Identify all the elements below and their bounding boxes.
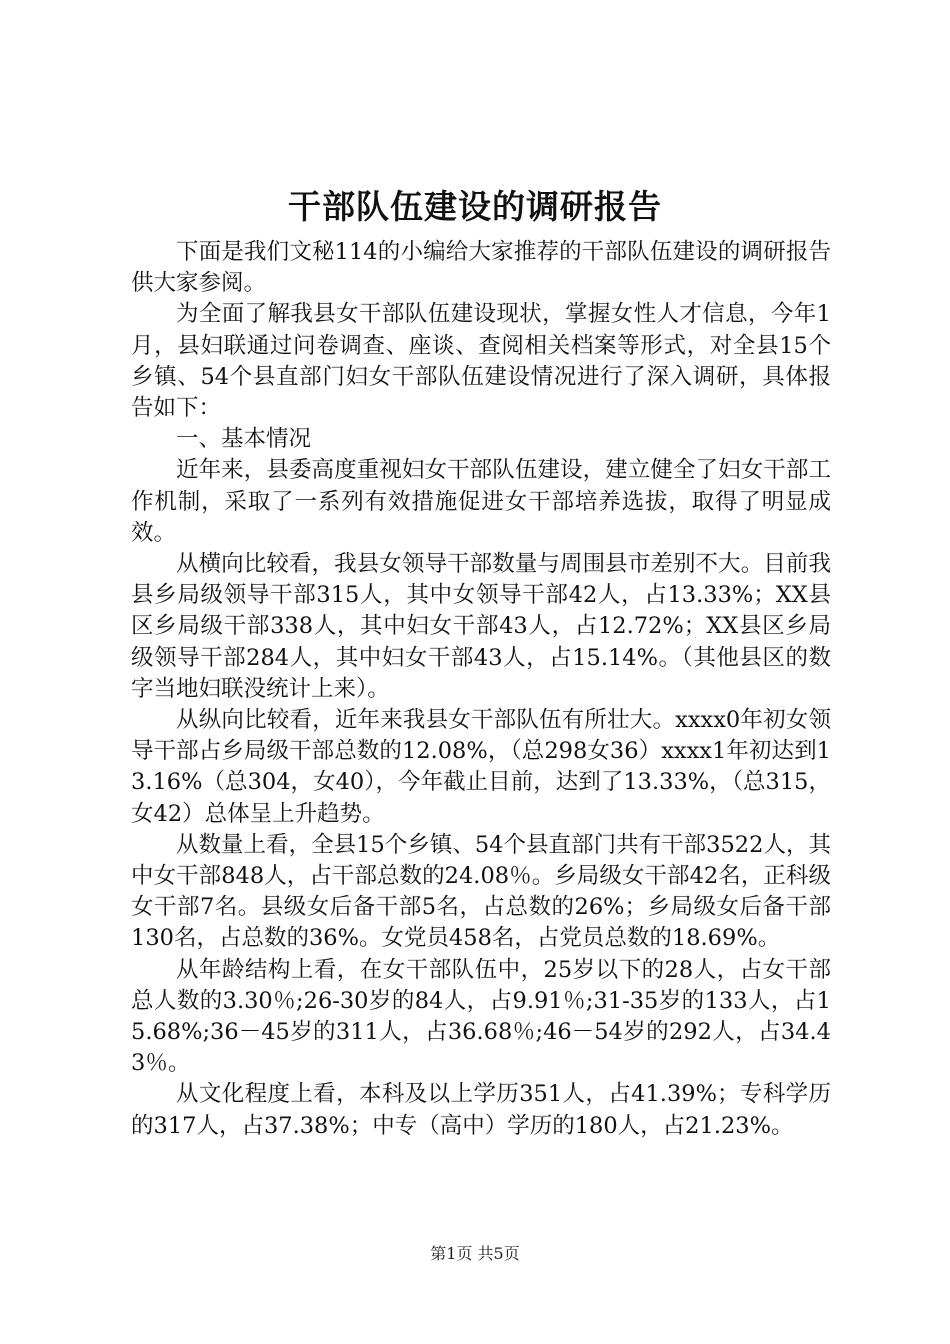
document-body bbox=[131, 237, 831, 1142]
paragraph-education-level: 从文化程度上看，本科及以上学历351人，占41.39%；专科学历的317人，占37.38%；中专（高中）学历的180人，占21.23%。 bbox=[131, 1081, 831, 1139]
page-footer bbox=[0, 1242, 950, 1266]
paragraph-quantity: 从数量上看，全县15个乡镇、54个县直部门共有干部3522人，其中女干部848人，占干部总数的24.08％。乡局级女干部42名，正科级女干部7名。县级女后备干部5名，占总数的26%；乡局级女后备干部130名，占总数的36%。女党员458名，占党员总数的18.69%。 bbox=[131, 831, 831, 952]
paragraph-intro: 下面是我们文秘114的小编给大家推荐的干部队伍建设的调研报告供大家参阅。 bbox=[131, 239, 831, 297]
paragraph-age-structure: 从年龄结构上看，在女干部队伍中，25岁以下的28人，占女干部总人数的3.30％;26-30岁的84人，占9.91％;31-35岁的133人，占15.68%;36－45岁的311人，占36.68％;46－54岁的292人，占34.43％。 bbox=[131, 956, 831, 1077]
page-number-indicator: 第1页 共5页 bbox=[430, 1244, 520, 1263]
paragraph-overview: 为全面了解我县女干部队伍建设现状，掌握女性人才信息，今年1月，县妇联通过问卷调查、座谈、查阅相关档案等形式，对全县15个乡镇、54个县直部门妇女干部队伍建设情况进行了深入调研，具体报告如下： bbox=[131, 301, 831, 422]
section-heading-basic-situation: 一、基本情况 bbox=[176, 426, 312, 453]
document-title: 干部队伍建设的调研报告 bbox=[288, 187, 662, 226]
paragraph-vertical-comparison: 从纵向比较看，近年来我县女干部队伍有所壮大。xxxx0年初女领导干部占乡局级干部总数的12.08%，（总298女36）xxxx1年初达到13.16%（总304，女40），今年截止目前，达到了13.33%，（总315，女42）总体呈上升趋势。 bbox=[131, 707, 831, 827]
paragraph-recent-years: 近年来，县委高度重视妇女干部队伍建设，建立健全了妇女干部工作机制，采取了一系列有效措施促进女干部培养选拔，取得了明显成效。 bbox=[131, 457, 831, 546]
paragraph-horizontal-comparison: 从横向比较看，我县女领导干部数量与周围县市差别不大。目前我县乡局级领导干部315人，其中女领导干部42人，占13.33%；XX县区乡局级干部338人，其中妇女干部43人，占12.72%；XX县区乡局级领导干部284人，其中妇女干部43人，占15.14%。（其他县区的数字当地妇联没统计上来）。 bbox=[131, 551, 831, 702]
